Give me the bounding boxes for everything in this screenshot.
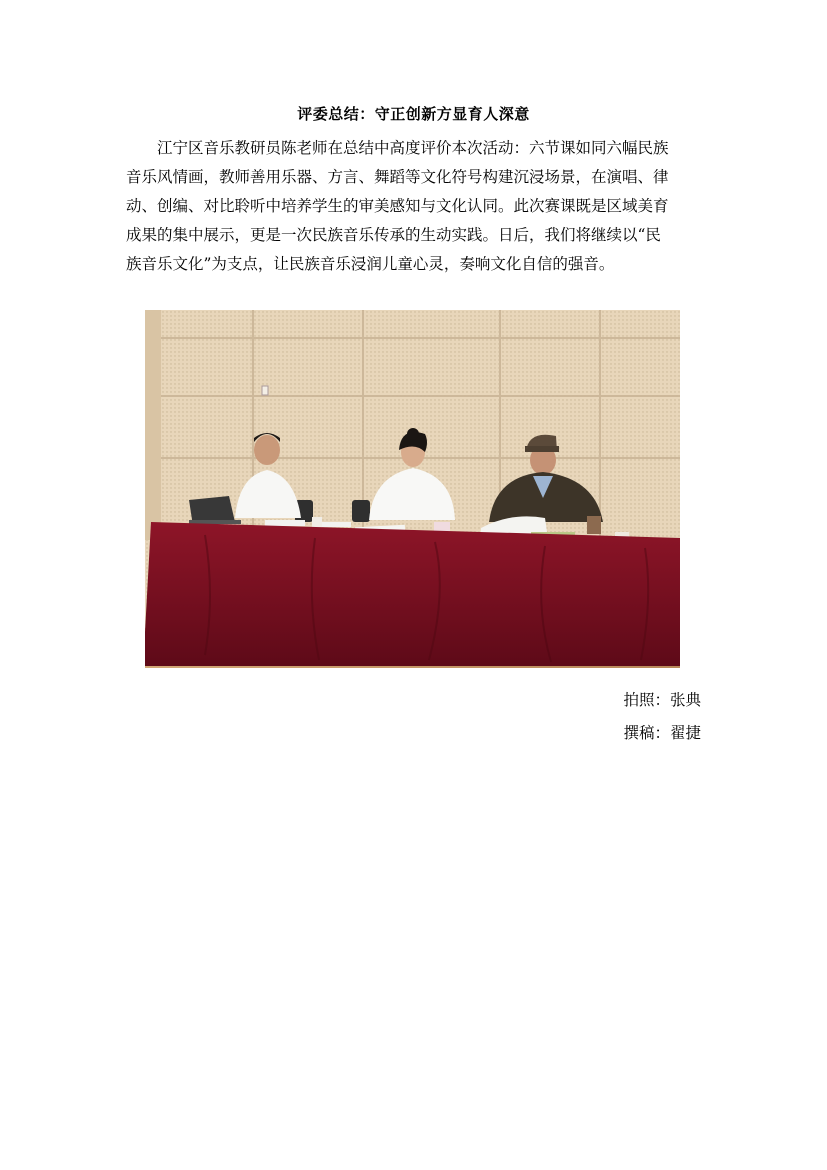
article-title: 评委总结：守正创新方显育人深意: [297, 105, 530, 123]
writer-credit: 撰稿：翟捷: [623, 724, 701, 742]
paragraph-line: 族音乐文化”为支点，让民族音乐浸润儿童心灵，奏响文化自信的强音。: [126, 255, 615, 273]
paragraph-line: 成果的集中展示，更是一次民族音乐传承的生动实践。日后，我们将继续以“民: [126, 226, 661, 244]
judges-photo: [145, 310, 680, 668]
paragraph-line: 动、创编、对比聆听中培养学生的审美感知与文化认同。此次赛课既是区域美育: [126, 197, 669, 215]
paragraph-line: 音乐风情画，教师善用乐器、方言、舞蹈等文化符号构建沉浸场景，在演唱、律: [126, 168, 669, 186]
article-paragraph: [126, 134, 702, 279]
paragraph-line: 江宁区音乐教研员陈老师在总结中高度评价本次活动：六节课如同六幅民族: [157, 139, 669, 157]
photo-credit: 拍照：张典: [623, 691, 701, 709]
